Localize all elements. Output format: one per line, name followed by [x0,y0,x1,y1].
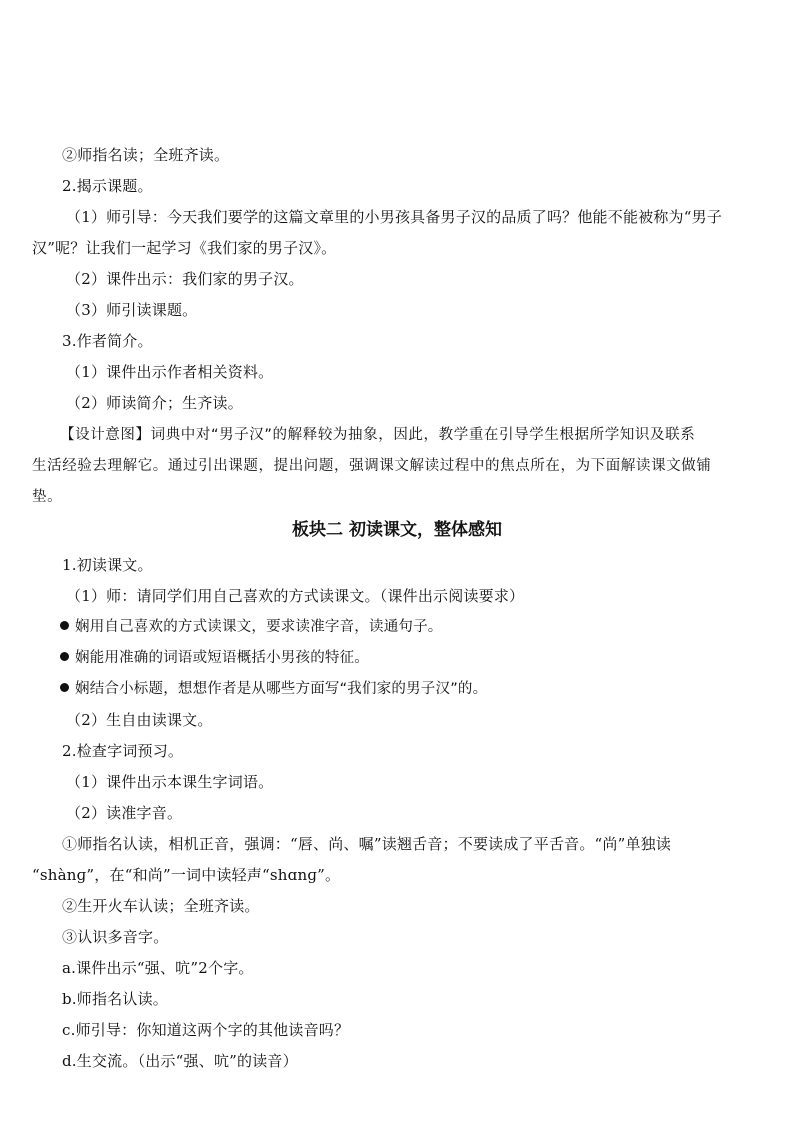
paragraph-line: 2.检查字词预习。 [62,742,184,760]
design-intent-line: 垫。 [32,489,63,505]
paragraph-line: （2）生自由读课文。 [66,711,213,729]
paragraph-line: c.师引导：你知道这两个字的其他读音吗？ [62,1021,350,1039]
paragraph-line: ②生开火车认读；全班齐读。 [62,897,260,915]
bullet-text: 娴用自己喜欢的方式读课文，要求读准字音，读通句子。 [75,619,443,635]
paragraph-line: （1）课件出示作者相关资料。 [66,363,274,381]
bullet-icon [60,652,69,661]
paragraph-line: 1.初读课文。 [62,556,153,574]
design-intent-line: 生活经验去理解它。通过引出课题，提出问题，强调课文解读过程中的焦点所在，为下面解读课文做铺 [32,458,712,474]
paragraph-line: d.生交流。（出示“强、吭”的读音） [62,1052,298,1070]
paragraph-line: （2）师读简介；生齐读。 [66,394,243,412]
design-intent-line: 【设计意图】词典中对“男子汉”的解释较为抽象，因此，教学重在引导学生根据所学知识及联系 [60,427,696,443]
bullet-text: 娴能用准确的词语或短语概括小男孩的特征。 [75,650,369,666]
paragraph-line: “shànɡ”，在“和尚”一词中读轻声“shɑnɡ”。 [32,866,341,884]
paragraph-line: （1）师：请同学们用自己喜欢的方式读课文。（课件出示阅读要求） [66,587,525,605]
paragraph-line: ③认识多音字。 [62,928,169,946]
paragraph-line: 2.揭示课题。 [62,177,153,195]
section-heading: 板块二 初读课文，整体感知 [292,520,502,540]
bullet-item [60,648,790,668]
paragraph-line: ②师指名读；全班齐读。 [62,146,230,164]
paragraph-line: 汉”呢？让我们一起学习《我们家的男子汉》。 [32,239,337,257]
bullet-icon [60,621,69,630]
paragraph-line: （1）课件出示本课生字词语。 [66,773,274,791]
paragraph-line: a.课件出示“强、吭”2个字。 [62,959,254,977]
paragraph-line: 3.作者简介。 [62,332,153,350]
paragraph-line: ①师指名认读，相机正音，强调：“唇、尚、嘱”读翘舌音；不要读成了平舌音。“尚”单独读 [62,835,672,853]
bullet-icon [60,683,69,692]
bullet-item [60,679,790,699]
bullet-text: 娴结合小标题，想想作者是从哪些方面写“我们家的男子汉”的。 [75,681,488,697]
paragraph-line: （2）课件出示：我们家的男子汉。 [66,270,304,288]
paragraph-line: （3）师引读课题。 [66,301,198,319]
paragraph-line: （2）读准字音。 [66,804,183,822]
bullet-item [60,617,790,637]
paragraph-line: b.师指名认读。 [62,990,168,1008]
paragraph-line: （1）师引导：今天我们要学的这篇文章里的小男孩具备男子汉的品质了吗？他能不能被称为“男子 [66,208,723,226]
